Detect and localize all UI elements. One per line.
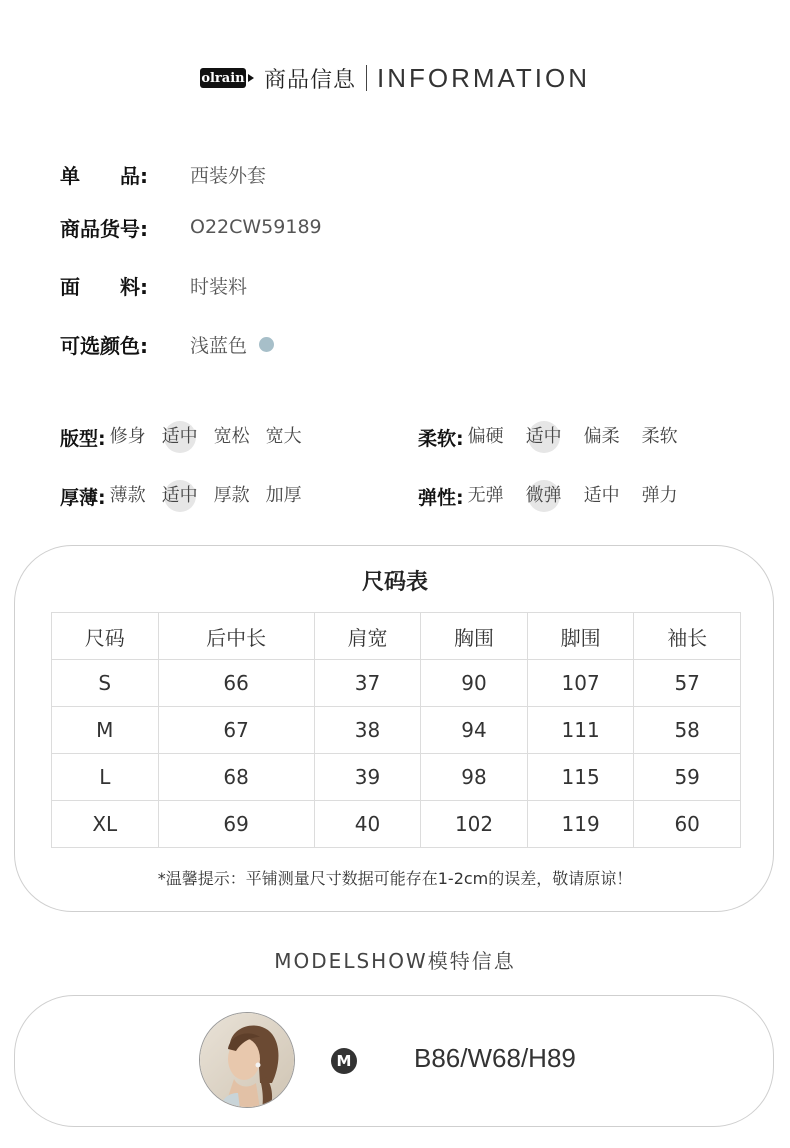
attr-elasticity-option: 弹力	[641, 485, 678, 506]
attr-softness-option: 偏硬	[467, 426, 504, 447]
table-cell: M	[52, 707, 159, 754]
model-avatar	[199, 1012, 295, 1108]
attr-thickness-label: 厚薄:	[60, 486, 106, 509]
info-fabric-row	[60, 270, 247, 300]
table-row	[52, 801, 741, 848]
table-cell: 69	[158, 801, 314, 848]
table-row	[52, 660, 741, 707]
attr-fit-option: 修身	[109, 426, 146, 447]
table-cell: 58	[634, 707, 741, 754]
attr-thickness	[60, 479, 318, 513]
table-cell: 59	[634, 754, 741, 801]
header-title-cn: 商品信息	[263, 67, 356, 93]
table-header-cell: 尺码	[52, 613, 159, 660]
table-cell: XL	[52, 801, 159, 848]
table-cell: 94	[421, 707, 528, 754]
attr-elasticity-option: 无弹	[467, 485, 504, 506]
table-header-cell: 后中长	[158, 613, 314, 660]
table-cell: 57	[634, 660, 741, 707]
info-sku-label: 商品货号:	[60, 216, 148, 241]
attr-fit-label: 版型:	[60, 427, 106, 450]
attr-thickness-option: 薄款	[109, 485, 146, 506]
header-divider	[366, 65, 367, 91]
attr-thickness-option: 加厚	[265, 485, 302, 506]
model-portrait-image	[200, 1013, 295, 1108]
info-item-label: 单 品:	[60, 163, 148, 188]
info-item-row	[60, 159, 266, 189]
info-sku-value: O22CW59189	[190, 216, 322, 238]
attr-fit	[60, 420, 318, 454]
logo-arrow-icon	[248, 74, 254, 82]
attr-softness-option-selected: 适中	[526, 420, 562, 454]
table-cell: 119	[527, 801, 634, 848]
info-color-value: 浅蓝色	[190, 334, 248, 357]
attr-elasticity-option-selected: 微弹	[526, 479, 562, 513]
attr-fit-option-selected: 适中	[162, 420, 198, 454]
model-measurements: B86/W68/H89	[414, 1043, 576, 1073]
table-header-cell: 脚围	[527, 613, 634, 660]
table-cell: 111	[527, 707, 634, 754]
table-cell: 68	[158, 754, 314, 801]
table-cell: 102	[421, 801, 528, 848]
table-cell: L	[52, 754, 159, 801]
attr-elasticity	[418, 479, 694, 513]
table-row	[52, 754, 741, 801]
info-fabric-label: 面 料:	[60, 274, 148, 299]
table-header-cell: 肩宽	[314, 613, 421, 660]
info-sku-row	[60, 212, 322, 242]
attr-fit-option: 宽松	[213, 426, 250, 447]
table-row	[52, 707, 741, 754]
info-fabric-value: 时装料	[190, 275, 248, 298]
attr-softness-option: 偏柔	[583, 426, 620, 447]
attr-elasticity-label: 弹性:	[418, 486, 464, 509]
model-card	[14, 995, 774, 1127]
page-header	[0, 58, 790, 98]
size-note: *温馨提示：平铺测量尺寸数据可能存在1-2cm的误差，敬请原谅！	[157, 869, 633, 888]
size-table	[51, 612, 741, 848]
attr-softness	[418, 420, 694, 454]
attr-elasticity-option: 适中	[583, 485, 620, 506]
model-size-badge: M	[331, 1048, 357, 1074]
color-swatch	[259, 337, 274, 352]
table-cell: S	[52, 660, 159, 707]
table-header-row	[52, 613, 741, 660]
attr-thickness-option: 厚款	[213, 485, 250, 506]
table-cell: 90	[421, 660, 528, 707]
header-title-en: INFORMATION	[376, 62, 591, 93]
table-header-cell: 胸围	[421, 613, 528, 660]
attr-thickness-option-selected: 适中	[162, 479, 198, 513]
table-cell: 37	[314, 660, 421, 707]
table-cell: 38	[314, 707, 421, 754]
attr-softness-label: 柔软:	[418, 427, 464, 450]
table-cell: 60	[634, 801, 741, 848]
info-color-label: 可选颜色:	[60, 333, 148, 358]
table-cell: 67	[158, 707, 314, 754]
table-header-cell: 袖长	[634, 613, 741, 660]
size-chart-title: 尺码表	[361, 570, 428, 595]
table-cell: 107	[527, 660, 634, 707]
table-cell: 98	[421, 754, 528, 801]
info-item-value: 西装外套	[190, 164, 267, 187]
brand-logo: olrain	[200, 68, 246, 88]
attr-fit-option: 宽大	[265, 426, 302, 447]
model-section-title: MODELSHOW模特信息	[274, 949, 516, 973]
info-color-row	[60, 329, 274, 359]
table-cell: 39	[314, 754, 421, 801]
table-cell: 66	[158, 660, 314, 707]
attr-softness-option: 柔软	[641, 426, 678, 447]
table-cell: 40	[314, 801, 421, 848]
table-cell: 115	[527, 754, 634, 801]
